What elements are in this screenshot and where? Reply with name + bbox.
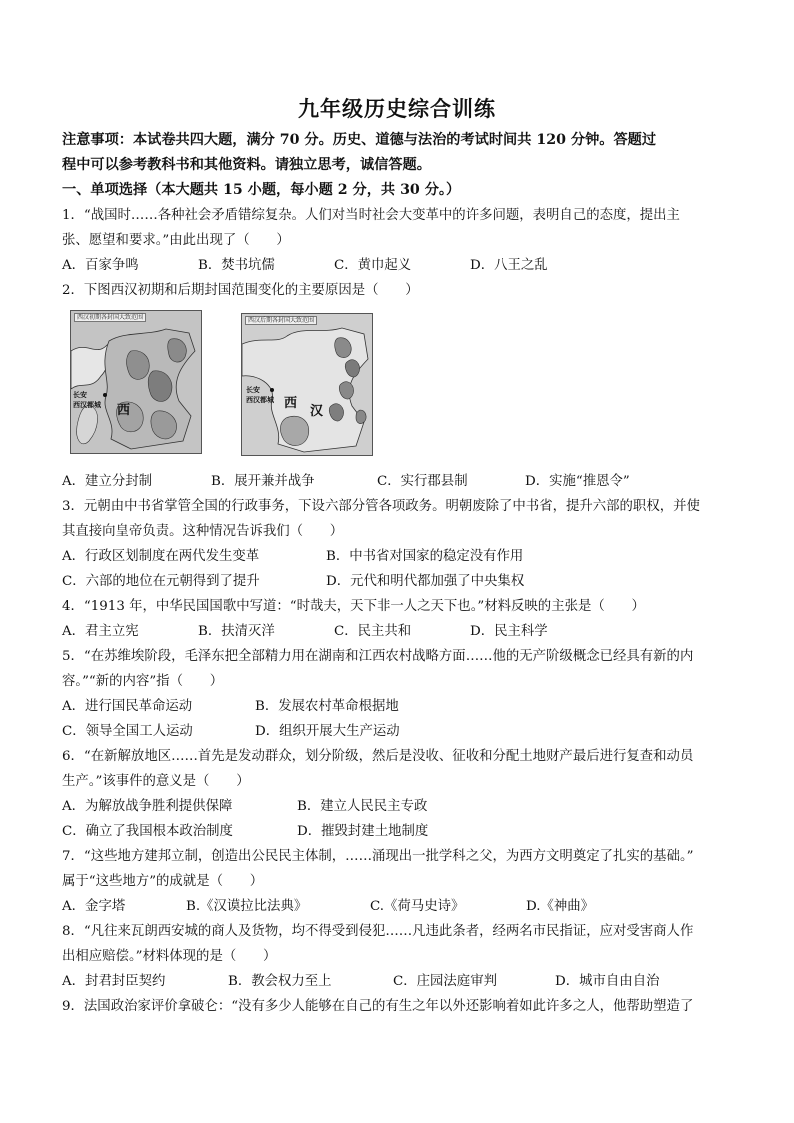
- question-7-option-a: A．金字塔: [62, 899, 126, 914]
- question-7-option-d: D.《神曲》: [526, 899, 595, 914]
- question-3-option-a: A．行政区划制度在两代发生变革: [62, 549, 260, 564]
- question-4-option-b: B．扶清灭洋: [198, 624, 275, 639]
- map-late-capital-note: 西汉都城: [246, 396, 274, 404]
- question-5-stem-line-2: 容。”“新的内容”指（ ）: [62, 674, 224, 689]
- question-2-option-b: B．展开兼并战争: [211, 474, 315, 489]
- question-6-option-d: D．摧毁封建土地制度: [297, 824, 429, 839]
- question-4-option-c: C．民主共和: [334, 624, 412, 639]
- question-3-stem-line-2: 其直接向皇帝负责。这种情况告诉我们（ ）: [62, 524, 344, 539]
- question-1-option-b: B．焚书坑儒: [198, 258, 275, 273]
- notice-line-1: 注意事项：本试卷共四大题，满分 70 分。历史、道德与法治的考试时间共 120 分钟。答题过: [62, 132, 657, 148]
- map-late-western-han: [241, 313, 373, 456]
- question-2-stem: 2．下图西汉初期和后期封国范围变化的主要原因是（ ）: [62, 283, 419, 298]
- question-8-option-d: D．城市自由自治: [555, 974, 660, 989]
- question-9-stem-line-1: 9．法国政治家评价拿破仑：“没有多少人能够在自己的有生之年以外还影响着如此许多之人，他帮助塑造了: [62, 999, 694, 1014]
- map-early-capital-note: 西汉都城: [73, 401, 101, 409]
- question-8-stem-line-2: 出相应赔偿。”材料体现的是（ ）: [62, 949, 277, 964]
- question-4-option-d: D．民主科学: [470, 624, 548, 639]
- map-late-drawing: [242, 314, 372, 455]
- notice-line-2: 程中可以参考教科书和其他资料。请独立思考，诚信答题。: [62, 157, 431, 173]
- map-late-region-label-1: 西: [284, 396, 298, 411]
- question-2-option-c: C．实行郡县制: [377, 474, 468, 489]
- question-1-option-d: D．八王之乱: [470, 258, 548, 273]
- question-1-stem-line-1: 1．“战国时……各种社会矛盾错综复杂。人们对当时社会大变革中的许多问题，表明自己的态度，提出主: [62, 208, 680, 223]
- question-2-option-d: D．实施“推恩令”: [525, 474, 630, 489]
- question-3-option-c: C．六部的地位在元朝得到了提升: [62, 574, 260, 589]
- question-4-option-a: A．君主立宪: [62, 624, 139, 639]
- question-6-option-a: A．为解放战争胜利提供保障: [62, 799, 233, 814]
- map-early-caption: 西汉初期各封国大致范围: [74, 313, 146, 322]
- question-1-option-a: A．百家争鸣: [62, 258, 139, 273]
- question-7-option-c: C.《荷马史诗》: [370, 899, 465, 914]
- question-6-option-b: B．建立人民民主专政: [297, 799, 428, 814]
- question-5-option-d: D．组织开展大生产运动: [255, 724, 400, 739]
- question-1-option-c: C．黄巾起义: [334, 258, 412, 273]
- map-early-drawing: [71, 311, 201, 453]
- question-6-stem-line-1: 6．“在新解放地区……首先是发动群众，划分阶级，然后是没收、征收和分配土地财产最后进行复查和动员: [62, 749, 694, 764]
- question-7-stem-line-1: 7．“这些地方建邦立制，创造出公民民主体制，……涌现出一批学科之父，为西方文明奠定了扎实的基础。”: [62, 849, 694, 864]
- map-early-region-label: 西: [117, 403, 131, 418]
- question-6-stem-line-2: 生产。”该事件的意义是（ ）: [62, 774, 250, 789]
- map-late-caption: 西汉后期各封国大致范围: [245, 316, 317, 325]
- question-8-option-c: C．庄园法庭审判: [393, 974, 497, 989]
- question-4-stem: 4．“1913 年，中华民国国歌中写道：“时哉夫，天下非一人之天下也。”材料反映的主张是（ ）: [62, 599, 645, 614]
- map-early-capital: 长安: [73, 391, 87, 399]
- page-title: 九年级历史综合训练: [298, 96, 496, 121]
- question-1-stem-line-2: 张、愿望和要求。”由此出现了（ ）: [62, 233, 290, 248]
- question-2-option-a: A．建立分封制: [62, 474, 153, 489]
- question-7-option-b: B.《汉谟拉比法典》: [186, 899, 308, 914]
- section-heading: 一、单项选择（本大题共 15 小题，每小题 2 分，共 30 分。）: [62, 182, 461, 198]
- question-3-option-b: B．中书省对国家的稳定没有作用: [326, 549, 524, 564]
- question-6-option-c: C．确立了我国根本政治制度: [62, 824, 233, 839]
- question-5-option-a: A．进行国民革命运动: [62, 699, 193, 714]
- question-8-option-b: B．教会权力至上: [228, 974, 332, 989]
- question-5-option-c: C．领导全国工人运动: [62, 724, 193, 739]
- question-8-stem-line-1: 8．“凡往来瓦朗西安城的商人及货物，均不得受到侵犯……凡违此条者，经两名市民指证，应对受害商人作: [62, 924, 694, 939]
- map-late-region-label-2: 汉: [310, 404, 324, 419]
- question-5-option-b: B．发展农村革命根据地: [255, 699, 399, 714]
- question-3-option-d: D．元代和明代都加强了中央集权: [326, 574, 525, 589]
- question-7-stem-line-2: 属于“这些地方”的成就是（ ）: [62, 874, 264, 889]
- question-5-stem-line-1: 5．“在苏维埃阶段，毛泽东把全部精力用在湖南和江西农村战略方面……他的无产阶级概念已经具有新的内: [62, 649, 694, 664]
- map-late-capital: 长安: [246, 386, 260, 394]
- question-3-stem-line-1: 3．元朝由中书省掌管全国的行政事务，下设六部分管各项政务。明朝废除了中书省，提升六部的职权，并使: [62, 499, 700, 514]
- question-8-option-a: A．封君封臣契约: [62, 974, 166, 989]
- map-early-western-han: [70, 310, 202, 454]
